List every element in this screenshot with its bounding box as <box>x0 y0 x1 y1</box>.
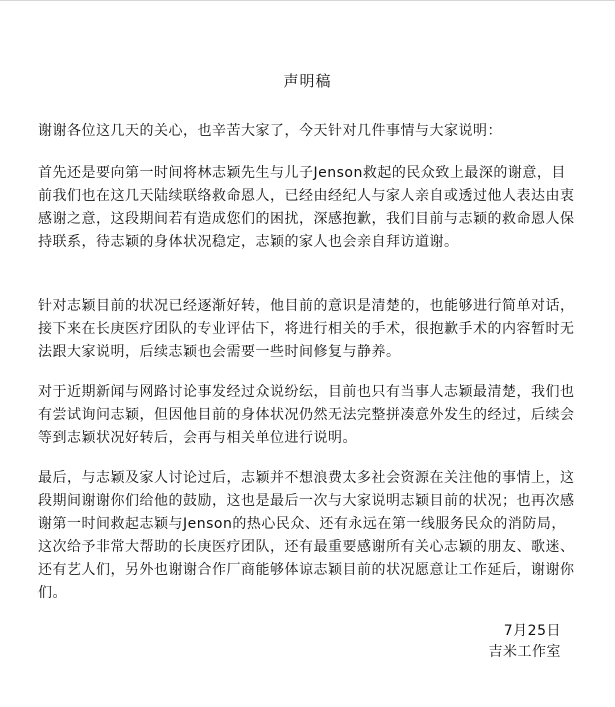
paragraph-closing-thanks: 最后，与志颖及家人讨论过后，志颖并不想浪费太多社会资源在关注他的事情上，这段期间谢谢你们给他的鼓励，这也是最后一次与大家说明志颖目前的状况；也再次感谢第一时间救起志颖与Jenson的热心民众、还有永远在第一线服务民众的消防局，这次给予非常大帮助的长庚医疗团队，还有最重要感谢所有关心志颖的朋友、歌迷、还有艺人们，另外也谢谢合作厂商能够体谅志颖目前的状况愿意让工作延后，谢谢你们。 <box>38 470 575 601</box>
document-title: 声明稿 <box>283 72 332 90</box>
greeting-paragraph: 谢谢各位这几天的关心，也辛苦大家了，今天针对几件事情与大家说明： <box>38 123 502 139</box>
paragraph-incident-details: 对于近期新闻与网路讨论事发经过众说纷纭，目前也只有当事人志颖最清楚，我们也有尝试询问志颖，但因他目前的身体状况仍然无法完整拼凑意外发生的经过，后续会等到志颖状况好转后，会再与相关单位进行说明。 <box>38 384 575 446</box>
signature-organization: 吉米工作室 <box>488 644 561 660</box>
signature-date: 7月25日 <box>503 623 561 639</box>
top-divider <box>0 0 615 1</box>
paragraph-thanks-rescuers: 首先还是要向第一时间将林志颖先生与儿子Jenson救起的民众致上最深的谢意，目前我们也在这几天陆续联络救命恩人，已经由经纪人与家人亲自或透过他人表达由衷感谢之意，这段期间若有造成您们的困扰，深感抱歉，我们目前与志颖的救命恩人保持联系，待志颖的身体状况稳定，志颖的家人也会亲自拜访道谢。 <box>38 165 575 250</box>
paragraph-health-status: 针对志颖目前的状况已经逐渐好转，他目前的意识是清楚的，也能够进行简单对话，接下来在长庚医疗团队的专业评估下，将进行相关的手术，很抱歉手术的内容暂时无法跟大家说明，后续志颖也会需要一些时间修复与静养。 <box>38 298 575 360</box>
